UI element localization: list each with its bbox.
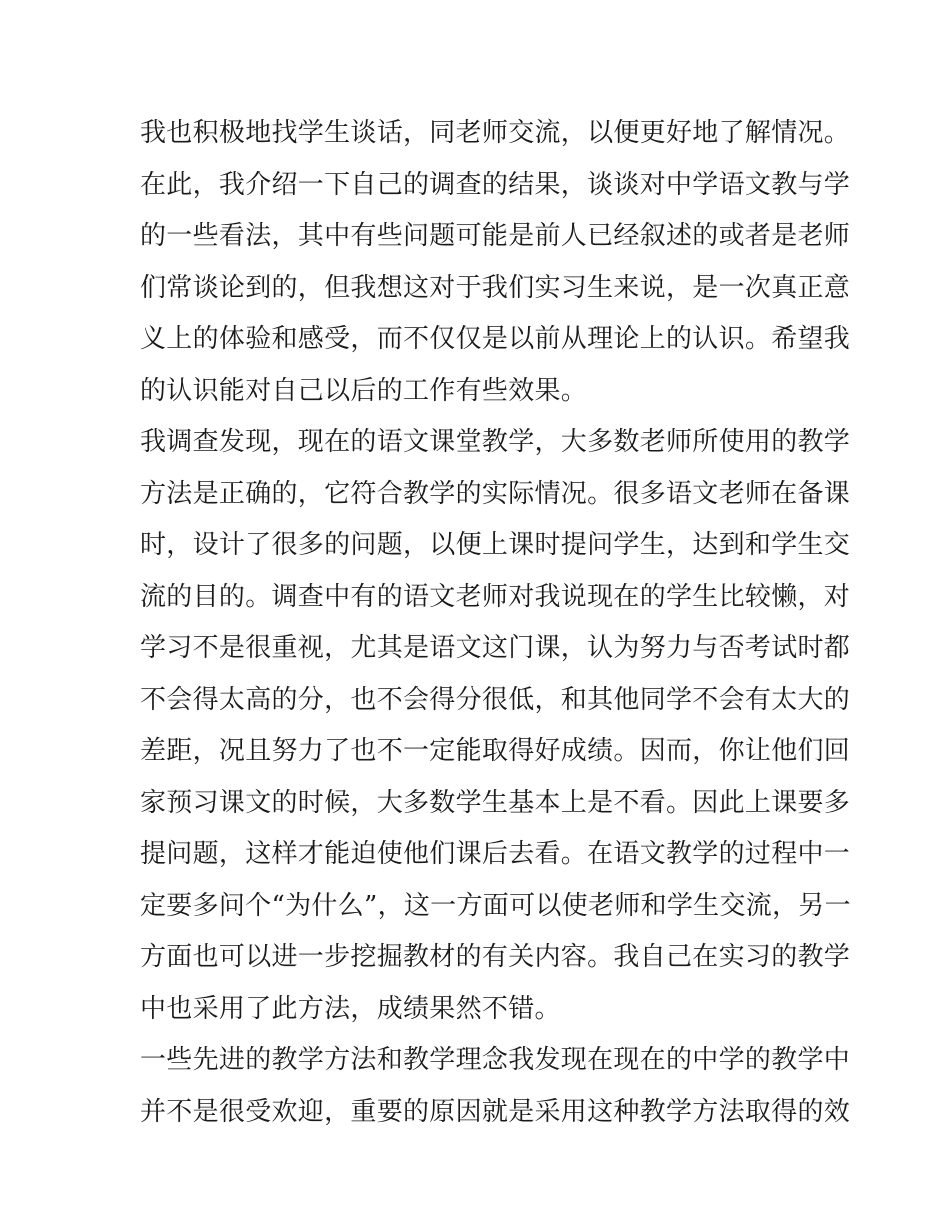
text-line: 并不是很受欢迎，重要的原因就是采用这种教学方法取得的效 — [140, 1096, 851, 1127]
text-line: 流的目的。调查中有的语文老师对我说现在的学生比较懒，对 — [140, 581, 851, 612]
text-line: 义上的体验和感受，而不仅仅是以前从理论上的认识。希望我 — [140, 324, 851, 354]
text-line: 一些先进的教学方法和教学理念我发现在现在的中学的教学中 — [140, 1045, 851, 1075]
text-line: 提问题，这样才能迫使他们课后去看。在语文教学的过程中一 — [140, 839, 851, 869]
text-line: 的一些看法，其中有些问题可能是前人已经叙述的或者是老师 — [140, 221, 851, 251]
text-line: 们常谈论到的，但我想这对于我们实习生来说，是一次真正意 — [140, 272, 851, 303]
text-line: 我调查发现，现在的语文课堂教学，大多数老师所使用的教学 — [140, 427, 851, 457]
text-line: 差距，况且努力了也不一定能取得好成绩。因而，你让他们回 — [140, 736, 851, 766]
text-line: 定要多问个“为什么”，这一方面可以使老师和学生交流，另一 — [140, 890, 851, 921]
text-line: 我也积极地找学生谈话，同老师交流，以便更好地了解情况。 — [140, 118, 851, 148]
text-line: 时，设计了很多的问题，以便上课时提问学生，达到和学生交 — [140, 530, 851, 560]
text-line: 在此，我介绍一下自己的调查的结果，谈谈对中学语文教与学 — [140, 169, 851, 200]
text-line: 家预习课文的时候，大多数学生基本上是不看。因此上课要多 — [140, 787, 851, 818]
text-line: 方面也可以进一步挖掘教材的有关内容。我自己在实习的教学 — [140, 942, 851, 972]
text-line: 方法是正确的，它符合教学的实际情况。很多语文老师在备课 — [140, 478, 851, 509]
text-line: 中也采用了此方法，成绩果然不错。 — [140, 993, 561, 1024]
text-line: 学习不是很重视，尤其是语文这门课，认为努力与否考试时都 — [140, 633, 851, 663]
text-line: 不会得太高的分，也不会得分很低，和其他同学不会有太大的 — [140, 684, 851, 715]
text-line: 的认识能对自己以后的工作有些效果。 — [140, 375, 588, 406]
document-body — [140, 108, 851, 1138]
